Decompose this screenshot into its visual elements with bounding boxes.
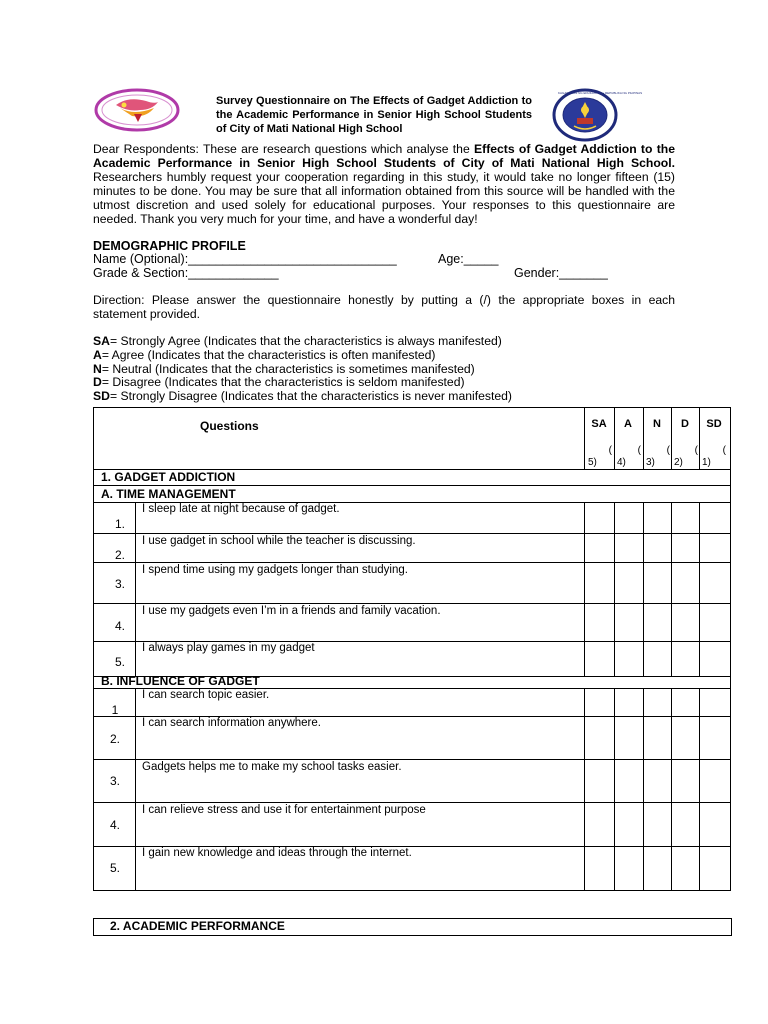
deped-seal-icon [552, 88, 643, 142]
column-header-sa: SA [591, 418, 607, 430]
row-number: 1. [114, 517, 125, 531]
document-title: Survey Questionnaire on The Effects of Gadget Addiction to the Academic Performance in Senior High School Students of City of Mati National High School [216, 95, 532, 135]
questions-header: Questions [200, 419, 259, 433]
question-text: I sleep late at night because of gadget. [142, 503, 340, 515]
row-number: 1 [111, 703, 119, 717]
question-text: I use my gadgets even I’m in a friends and family vacation. [142, 605, 441, 617]
row-number: 2. [114, 548, 125, 562]
legend-item: SD= Strongly Disagree (Indicates that the characteristics is never manifested) [93, 389, 512, 404]
row-number: 2. [109, 732, 120, 746]
question-text: I gain new knowledge and ideas through the internet. [142, 847, 412, 859]
age-field[interactable]: Age:_____ [438, 252, 499, 266]
question-text: Gadgets helps me to make my school tasks easier. [142, 761, 402, 773]
row-number: 4. [114, 619, 125, 633]
intro-paragraph: Dear Respondents: These are research questions which analyse the Effects of Gadget Addiction to the Academic Performance in Senior High School Students of City of Mati National High School. Researchers humbly request your cooperation regarding in this study, it would take no longer fifteen (15) minutes to be done. You may be sure that all information obtained from this source will be handled with the utmost discretion and used solely for educational purposes. Your responses to this questionnaire are needed. Thank you very much for your time, and have a wonderful day! [93, 142, 675, 226]
row-number: 3. [109, 774, 120, 788]
row-number: 5. [109, 861, 120, 875]
question-text: I always play games in my gadget [142, 642, 315, 654]
survey-page: KAGAWARAN NG EDUKASYON • REPUBLIKA NG PILIPINAS Survey Questionnaire on The Effects of Gadget Addiction to the Academic Performance in Senior High School Students of City of Mati National High School Dear Respondents: These are research questions which analyse the Effects of Gadget Addiction to the Academic Performance in Senior High School Students of City of Mati National High School. Researchers humbly request your cooperation regarding in this study, it would take no longer fifteen (15) minutes to be done. You may be sure that all information obtained from this source will be handled with the utmost discretion and used solely for educational purposes. Your responses to this questionnaire are needed. Thank you very much for your time, and have a wonderful day! DEMOGRAPHIC PROFILE Name (Optional):______________________________ Age:_____ Grade & Section:_____________ Gender:_______ Direction: Please answer the questionnaire honestly by putting a (/) the appropriate boxes in each statement provided. SA= Strongly Agree (Indicates that the characteristics is always manifested) A= Agree (Indicates that the characteristics is often manifested) N= Neutral (Indicates that the characteristics is sometimes manifested) D= Disagree (Indicates that the characteristics is seldom manifested) SD= Strongly Disagree (Indicates that the characteristics is never manifested) Questions SA A N D SD ( 5) ( 4) ( 3) ( 2) ( 1) 1. GADGET ADDICTION A. TIME MANAGEMENT 1. I sleep late at night because of gadget. 2. I use gadget in school while the teacher is discussing. 3. I spend time using my gadgets longer than studying. 4. I use my gadgets even I’m in a friends and family vacation. 5. I always play games in my gadget B. INFLUENCE OF GADGET 1 I can search topic easier. 2. I can search information anywhere. 3. Gadgets helps me to make my school tasks easier. 4. I can relieve stress and use it for entertainment purpose 5. I gain new knowledge and ideas through the internet. 2. ACADEMIC PERFORMANCE [0, 0, 768, 1024]
question-text: I use gadget in school while the teacher is discussing. [142, 535, 416, 547]
row-number: 4. [109, 818, 120, 832]
name-field[interactable]: Name (Optional):______________________________ [93, 252, 397, 266]
gender-field[interactable]: Gender:_______ [514, 266, 608, 280]
seal-lettering: KAGAWARAN NG EDUKASYON • REPUBLIKA NG PILIPINAS [558, 91, 643, 95]
rating-legend [93, 335, 512, 404]
subsection-influence-of-gadget: B. INFLUENCE OF GADGET [101, 674, 260, 688]
column-header-a: A [624, 418, 632, 430]
section-academic-performance: 2. ACADEMIC PERFORMANCE [110, 919, 285, 933]
question-text: I can search topic easier. [142, 689, 270, 701]
legend-item: SA= Strongly Agree (Indicates that the characteristics is always manifested) [93, 334, 502, 348]
school-logo-icon [94, 88, 180, 132]
demographic-heading: DEMOGRAPHIC PROFILE [93, 239, 246, 253]
direction-text: Direction: Please answer the questionnaire honestly by putting a (/) the appropriate boxes in each statement provided. [93, 293, 675, 321]
subsection-time-management: A. TIME MANAGEMENT [101, 487, 236, 501]
column-header-sd: SD [706, 418, 722, 430]
grade-section-field[interactable]: Grade & Section:_____________ [93, 266, 279, 280]
legend-item: D= Disagree (Indicates that the characteristics is seldom manifested) [93, 375, 465, 390]
legend-item: A= Agree (Indicates that the characteristics is often manifested) [93, 347, 436, 362]
question-text: I spend time using my gadgets longer than studying. [142, 564, 408, 576]
question-text: I can search information anywhere. [142, 717, 321, 729]
legend-item: N= Neutral (Indicates that the characteristics is sometimes manifested) [93, 361, 475, 376]
column-header-d: D [681, 418, 689, 430]
question-text: I can relieve stress and use it for entertainment purpose [142, 804, 426, 816]
row-number: 3. [114, 577, 125, 591]
row-number: 5. [114, 655, 125, 669]
section-gadget-addiction: 1. GADGET ADDICTION [101, 470, 236, 484]
column-header-n: N [653, 418, 661, 430]
